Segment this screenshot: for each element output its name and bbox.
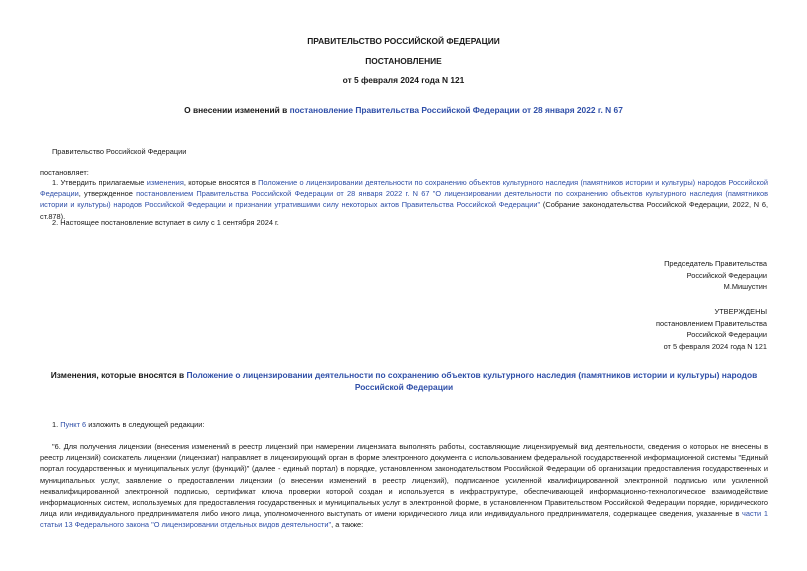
changes-regulation-link[interactable]: Положение о лицензировании деятельности по сохранению объектов культурного наследия (памятников истории и культуры) народов Российской Федерации [186,370,758,392]
amended-resolution-link[interactable]: постановление Правительства Российской Федерации от 28 января 2022 г. N 67 [289,105,623,115]
paragraph-2: 2. Настоящее постановление вступает в силу с 1 сентября 2024 г. [52,218,279,227]
item1-suffix: изложить в следующей редакции: [86,420,205,429]
changes-title-prefix: Изменения, которые вносятся в [50,370,187,380]
approval-stamp [656,306,767,353]
p1-text-c: , утвержденное [78,189,137,199]
signature-position: Председатель Правительства [664,259,767,268]
changes-title [40,369,768,393]
regulation-link[interactable]: Положение о лицензировании деятельности по сохранению объектов культурного наследия (памятников истории и культуры) народов Российской Федерации [40,178,769,199]
government-label: Правительство Российской Федерации [52,147,187,156]
signature-name: М.Мишустин [723,282,767,292]
p1-text-d: (Собрание законодательства Российской Федерации, 2022, N 6, ст.878). [40,200,769,221]
approval-line-3: Российской Федерации [686,330,767,340]
doc-title [0,105,807,115]
quote-text-b: , а также: [331,520,364,530]
p1-text-a: 1. Утвердить прилагаемые [52,178,147,187]
p1-text-b: , которые вносятся в [183,178,259,187]
quote-text-a: "6. Для получения лицензии (внесения изменений в реестр лицензий при намерении лицензиата выполнять работы, составляющие лицензируемый вид деятельности, сведения о которых не внесены в реестр лицензий) соискатель лицензии (лицензиат) направляет в лицензирующий орган в форме электронного документа с использованием федеральной государственной информационной системы "Единый портал государственных и муниципальных услуг (функций)" (далее - единый портал) в порядке, установленном законодательством Российской Федерации об организации предоставления государственных и муниципальных услуг, заявление о предоставлении лицензии (о внесении изменений в реестр лицензий), подписанное усиленной квалифицированной электронной подписью или усиленной неквалифицированной электронной подписью, сертификат ключа проверки которой создан и используется в инфраструктуре, обеспечивающей информационно-технологическое взаимодействие информационных систем, используемых для предоставления государственных и муниципальных услуг в электронной форме, в установленном Правительством Российской Федерации порядке, юридического лица или индивидуального предпринимателя либо иного лица, уполномоченного выступать от имени юридического лица или индивидуального предпринимателя, содержащее сведения, указанные в [40,442,768,519]
approval-line-2: постановлением Правительства [656,318,767,328]
clause-6-link[interactable]: Пункт 6 [60,420,87,429]
changes-link[interactable]: изменения [146,178,184,187]
signature-country: Российской Федерации [686,270,767,280]
doc-date-number: от 5 февраля 2024 года N 121 [342,75,465,85]
approval-date: от 5 февраля 2024 года N 121 [663,342,767,352]
doc-type: ПОСТАНОВЛЕНИЕ [365,56,442,66]
clause-6-quote [40,441,768,531]
resolution-67-link[interactable]: постановлением Правительства Российской Федерации от 28 января 2022 г. N 67 "О лицензировании деятельности по сохранению объектов культурного наследия (памятников истории и культуры) народов Российской Федерации и признании утратившими силу некоторых актов Правительства Российской Федерации" [40,189,768,210]
paragraph-1 [40,177,768,222]
resolves-label: постановляет: [40,168,89,177]
doc-title-prefix: О внесении изменений в [184,105,290,115]
approval-heading: УТВЕРЖДЕНЫ [714,307,767,316]
org-title: ПРАВИТЕЛЬСТВО РОССИЙСКОЙ ФЕДЕРАЦИИ [307,36,500,46]
change-item-1 [52,419,205,430]
federal-law-link[interactable]: части 1 статьи 13 Федерального закона "О лицензировании отдельных видов деятельности" [40,509,768,530]
signature-block [664,258,767,293]
item1-prefix: 1. [52,420,61,429]
